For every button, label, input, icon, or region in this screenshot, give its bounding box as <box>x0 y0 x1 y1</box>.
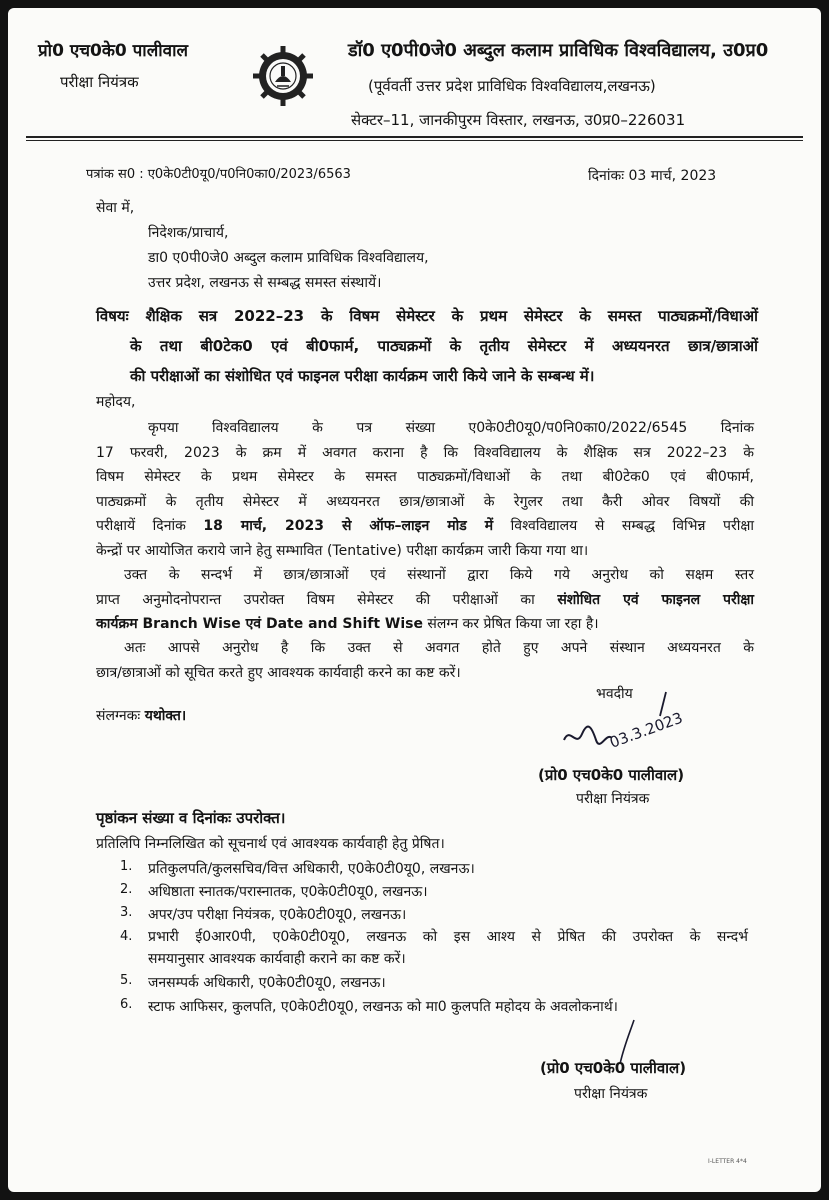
para2-line-2-start: प्राप्त अनुमोदनोपरान्त उपरोक्त विषम सेमेस्टर की परीक्षाओं का <box>96 591 558 608</box>
paragraph-2 <box>96 563 754 637</box>
endorsement-signatory-designation: परीक्षा नियंत्रक <box>574 1086 648 1102</box>
list-item-number: 3. <box>120 905 133 920</box>
footer-stamp: I-LETTER 4*4 <box>708 1158 747 1165</box>
letter-page <box>8 8 821 1192</box>
para1-line-1: कृपया विश्वविद्यालय के पत्र संख्या ए0के0टी0यू0/प0नि0का0/2022/6545 दिनांक <box>148 420 754 436</box>
revised-final-highlight: संशोधित एवं फाइनल परीक्षा <box>557 591 754 608</box>
addressee-line-2: डा0 ए0पी0जे0 अब्दुल कलाम प्राविधिक विश्वविद्यालय, <box>148 250 429 266</box>
controller-name-header: प्रो0 एच0के0 पालीवाल <box>38 41 189 61</box>
to-heading: सेवा में, <box>96 200 135 216</box>
controller-designation-header: परीक्षा नियंत्रक <box>60 73 139 91</box>
enclosure-label: संलग्नकः <box>96 708 141 724</box>
list-item-text: समयानुसार आवश्यक कार्यवाही कराने का कष्ट करें। <box>148 951 406 967</box>
list-item-text: अधिष्ठाता स्नातक/परास्नातक, ए0के0टी0यू0, लखनऊ। <box>148 884 428 900</box>
list-item-4 <box>148 926 748 970</box>
list-item-text: अपर/उप परीक्षा नियंत्रक, ए0के0टी0यू0, लखनऊ। <box>148 907 407 923</box>
enclosure-value: यथोक्त। <box>144 708 187 724</box>
paragraph-1 <box>96 416 754 563</box>
handwritten-signature <box>556 688 736 768</box>
signatory-name: (प्रो0 एच0के0 पालीवाल) <box>538 766 685 784</box>
subject-line-1: विषयः शैक्षिक सत्र 2022–23 के विषम सेमेस्टर के प्रथम सेमेस्टर के समस्त पाठ्यक्रमों/विधाओं <box>96 307 758 325</box>
header-rule-thin <box>26 140 803 141</box>
para1-line-4: पाठ्यक्रमों के तृतीय सेमेस्टर में अध्ययनरत छात्र/छात्राओं के रेगुलर तथा कैरी ओवर विषयों की <box>96 493 754 510</box>
para2-line-3 <box>96 612 754 637</box>
para1-line-2: 17 फरवरी, 2023 के क्रम में अवगत कराना है कि विश्वविद्यालय के शैक्षिक सत्र 2022–23 के <box>96 444 754 461</box>
subject-block <box>96 301 758 391</box>
exam-start-highlight: 18 मार्च, 2023 से ऑफ–लाइन मोड में <box>203 518 494 534</box>
para1-line-5-end: विश्वविद्यालय से सम्बद्ध विभिन्न परीक्षा <box>493 518 754 534</box>
paragraph-3 <box>96 636 754 685</box>
salutation: महोदय, <box>96 394 136 410</box>
subject-line-3: की परीक्षाओं का संशोधित एवं फाइनल परीक्षा कार्यक्रम जारी किये जाने के सम्बन्ध में। <box>130 367 595 385</box>
endorsement-intro: प्रतिलिपि निम्नलिखित को सूचनार्थ एवं आवश्यक कार्यवाही हेतु प्रेषित। <box>96 836 445 852</box>
para3-line-2: छात्र/छात्राओं को सूचित करते हुए आवश्यक कार्यवाही करने का कष्ट करें। <box>96 664 461 681</box>
addressee-line-1: निदेशक/प्राचार्य, <box>148 225 229 241</box>
endorsement-signatory-name: (प्रो0 एच0के0 पालीवाल) <box>540 1059 687 1077</box>
letter-date: दिनांकः 03 मार्च, 2023 <box>588 168 717 184</box>
para2-line-1: उक्त के सन्दर्भ में छात्र/छात्राओं एवं संस्थानों द्वारा किये गये अनुरोध को सक्षम स्तर <box>124 567 754 583</box>
para1-line-5-start: परीक्षायें दिनांक <box>96 518 204 534</box>
para1-line-6: केन्द्रों पर आयोजित कराये जाने हेतु सम्भावित (Tentative) परीक्षा कार्यक्रम जारी किया गया था। <box>96 542 589 559</box>
subject-line-2: के तथा बी0टेक0 एवं बी0फार्म, पाठ्यक्रमों के तृतीय सेमेस्टर में अध्ययनरत छात्र/छात्राओं <box>130 337 758 355</box>
signature-date: 03.3.2023 <box>607 708 686 752</box>
list-item-text: जनसम्पर्क अधिकारी, ए0के0टी0यू0, लखनऊ। <box>148 975 386 991</box>
university-address: सेक्टर–11, जानकीपुरम विस्तार, लखनऊ, उ0प्र0–226031 <box>351 111 686 129</box>
university-name: डॉ0 ए0पी0जे0 अब्दुल कलाम प्राविधिक विश्वविद्यालय, उ0प्र0 <box>348 40 769 61</box>
endorsement-heading: पृष्ठांकन संख्या व दिनांकः उपरोक्त। <box>96 809 286 827</box>
enclosure <box>96 706 186 725</box>
list-item-number: 2. <box>120 882 133 897</box>
para1-line-3: विषम सेमेस्टर के प्रथम सेमेस्टर के समस्त पाठ्यक्रमों/विधाओं के तथा बी0टेक0 एवं बी0फार्म, <box>96 469 754 485</box>
header-rule-thick <box>26 136 803 138</box>
list-item-number: 1. <box>120 859 133 874</box>
list-item-text: स्टाफ आफिसर, कुलपति, ए0के0टी0यू0, लखनऊ को मा0 कुलपति महोदय के अवलोकनार्थ। <box>148 999 618 1015</box>
former-university-name: (पूर्ववर्ती उत्तर प्रदेश प्राविधिक विश्वविद्यालय,लखनऊ) <box>368 77 656 95</box>
schedule-highlight: कार्यक्रम Branch Wise एवं Date and Shift Wise <box>96 616 423 632</box>
list-item-text: प्रतिकुलपति/कुलसचिव/वित्त अधिकारी, ए0के0टी0यू0, लखनऊ। <box>148 861 475 877</box>
list-item-number: 6. <box>120 997 133 1012</box>
para2-line-2 <box>96 588 754 613</box>
list-item-number: 4. <box>120 929 133 944</box>
closing-bhavdiya: भवदीय <box>596 686 633 702</box>
list-item-text: प्रभारी ई0आर0पी, ए0के0टी0यू0, लखनऊ को इस आश्य से प्रेषित की उपरोक्त के सन्दर्भ <box>148 929 748 945</box>
para1-line-5 <box>96 514 754 539</box>
list-item-number: 5. <box>120 973 133 988</box>
reference-number: पत्रांक स0 : ए0के0टी0यू0/प0नि0का0/2023/6563 <box>86 167 351 182</box>
para2-line-3-end: संलग्न कर प्रेषित किया जा रहा है। <box>422 616 599 632</box>
signatory-designation: परीक्षा नियंत्रक <box>576 791 650 807</box>
university-logo <box>251 44 315 108</box>
para3-line-1: अतः आपसे अनुरोध है कि उक्त से अवगत होते हुए अपने संस्थान अध्ययनरत के <box>124 640 754 656</box>
addressee-line-3: उत्तर प्रदेश, लखनऊ से सम्बद्ध समस्त संस्थायें। <box>148 275 382 291</box>
